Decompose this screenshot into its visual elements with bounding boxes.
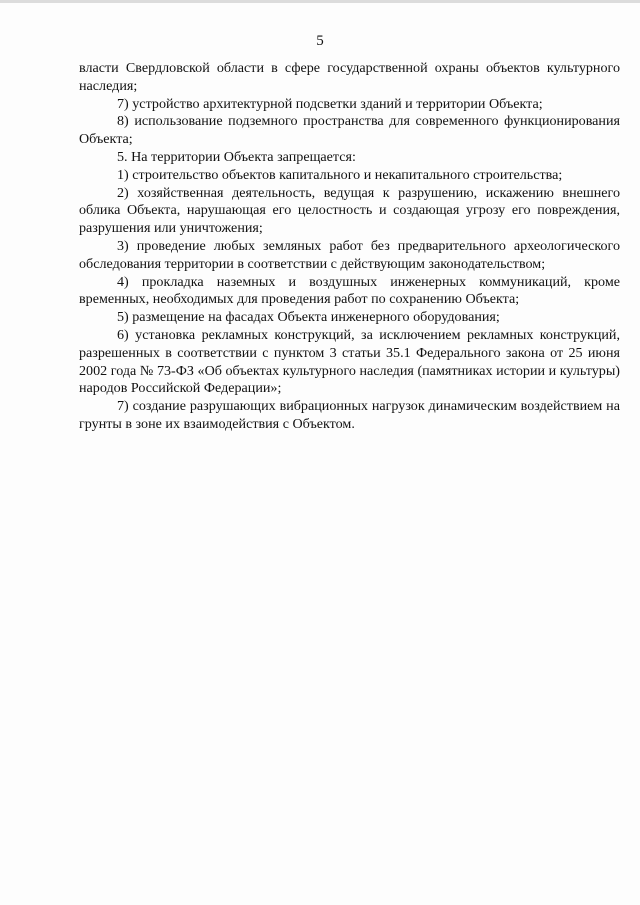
prohibition-item-4: 4) прокладка наземных и воздушных инженерных коммуникаций, кроме временных, необходимых для проведения работ по сохранению Объекта;	[79, 273, 620, 308]
section-5-heading: 5. На территории Объекта запрещается:	[117, 148, 356, 165]
prohibition-item-6: 6) установка рекламных конструкций, за исключением рекламных конструкций, разрешенных в соответствии с пунктом 3 статьи 35.1 Федерального закона от 25 июня 2002 года № 73-ФЗ «Об объектах культурного наследия (памятниках истории и культуры) народов Российской Федерации»;	[79, 326, 620, 397]
prohibition-item-2: 2) хозяйственная деятельность, ведущая к разрушению, искажению внешнего облика Объекта, нарушающая его целостность и создающая угрозу его повреждения, разрушения или уничтожения;	[79, 184, 620, 237]
scan-top-edge	[0, 0, 640, 3]
prohibition-item-3: 3) проведение любых земляных работ без предварительного археологического обследования территории в соответствии с действующим законодательством;	[79, 237, 620, 272]
paragraph-item-8-underground: 8) использование подземного пространства для современного функционирования Объекта;	[79, 113, 620, 148]
prohibition-item-5: 5) размещение на фасадах Объекта инженерного оборудования;	[117, 309, 500, 326]
document-body	[79, 60, 620, 434]
prohibition-item-1: 1) строительство объектов капитального и некапитального строительства;	[117, 166, 563, 183]
paragraph-item-7-lighting: 7) устройство архитектурной подсветки зданий и территории Объекта;	[117, 95, 543, 112]
page-number: 5	[316, 33, 324, 49]
prohibition-item-7: 7) создание разрушающих вибрационных нагрузок динамическим воздействием на грунты в зоне их взаимодействия с Объектом.	[79, 398, 620, 432]
paragraph-continuation: власти Свердловской области в сфере государственной охраны объектов культурного наследия;	[79, 60, 620, 94]
